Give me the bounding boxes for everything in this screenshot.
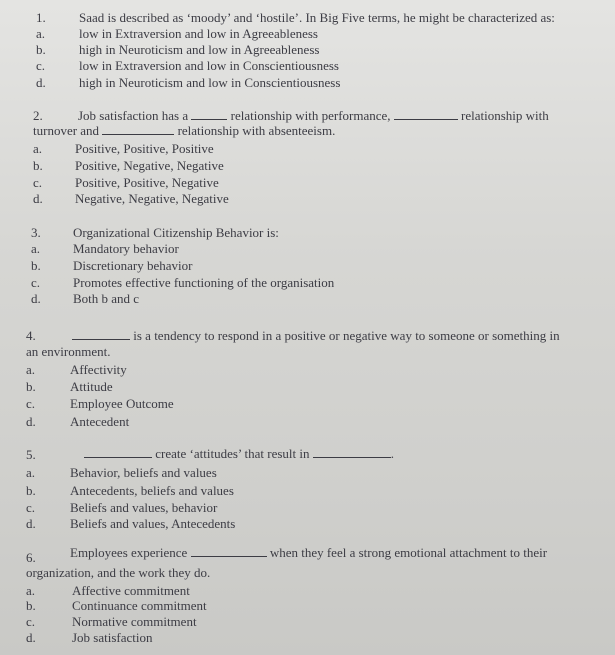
question-stem-line-2: organization, and the work they do. [26, 565, 211, 580]
option-text: Employee Outcome [70, 396, 174, 411]
option-text: Positive, Negative, Negative [75, 158, 224, 173]
option-text: Attitude [70, 379, 113, 394]
question-number: 4. [26, 328, 36, 343]
option-letter: a. [26, 583, 36, 598]
question-stem-line-2: an environment. [26, 344, 111, 359]
option-text: Behavior, beliefs and values [70, 465, 217, 480]
question-stem: Organizational Citizenship Behavior is: [73, 225, 279, 240]
option-letter: b. [33, 158, 43, 173]
option-letter: d. [31, 291, 41, 306]
question-number: 6. [26, 550, 36, 565]
answer-blank [191, 545, 267, 557]
stem-text: when they feel a strong emotional attachment to their [269, 545, 548, 560]
option-text: Beliefs and values, behavior [70, 500, 218, 515]
option-letter: c. [33, 175, 43, 190]
stem-text: . [390, 446, 394, 461]
option-letter: d. [36, 75, 46, 90]
option-text: Affective commitment [72, 583, 190, 598]
option-letter: d. [26, 516, 36, 531]
stem-text: is a tendency to respond in a positive or negative way to someone or something in [133, 328, 560, 343]
option-text: Discretionary behavior [73, 258, 193, 273]
stem-text: Employees experience [70, 545, 188, 560]
option-text: Antecedent [70, 414, 130, 429]
option-letter: c. [31, 275, 41, 290]
option-text: Negative, Negative, Negative [75, 191, 229, 206]
option-letter: c. [36, 58, 46, 73]
option-text: high in Neuroticism and low in Agreeableness [79, 42, 320, 57]
question-stem-line-2 [33, 123, 335, 138]
option-text: Positive, Positive, Negative [75, 175, 219, 190]
question-number: 5. [26, 447, 36, 462]
question-stem: Saad is described as ‘moody’ and ‘hostile’. In Big Five terms, he might be characterized as: [79, 10, 555, 25]
option-letter: d. [33, 191, 43, 206]
answer-blank [191, 108, 227, 120]
option-letter: a. [31, 241, 41, 256]
stem-text: relationship with [461, 108, 549, 123]
option-text: low in Extraversion and low in Conscientiousness [79, 58, 339, 73]
option-text: Continuance commitment [72, 598, 207, 613]
stem-text: turnover and [33, 123, 100, 138]
answer-blank [72, 328, 130, 340]
option-letter: c. [26, 614, 36, 629]
option-text: Mandatory behavior [73, 241, 179, 256]
option-text: Promotes effective functioning of the organisation [73, 275, 335, 290]
stem-text: relationship with absenteeism. [177, 123, 336, 138]
option-text: low in Extraversion and low in Agreeableness [79, 26, 318, 41]
option-text: high in Neuroticism and low in Conscientiousness [79, 75, 341, 90]
option-letter: d. [26, 630, 36, 645]
option-letter: b. [26, 379, 36, 394]
stem-text: Job satisfaction has a [78, 108, 189, 123]
option-text: Antecedents, beliefs and values [70, 483, 234, 498]
option-letter: b. [36, 42, 46, 57]
option-letter: d. [26, 414, 36, 429]
option-text: Positive, Positive, Positive [75, 141, 214, 156]
option-text: Normative commitment [72, 614, 197, 629]
option-text: Job satisfaction [72, 630, 153, 645]
question-stem-line-1 [70, 545, 547, 560]
option-text: Affectivity [70, 362, 127, 377]
option-letter: c. [26, 396, 36, 411]
answer-blank [313, 446, 391, 458]
option-text: Beliefs and values, Antecedents [70, 516, 236, 531]
question-number: 3. [31, 225, 41, 240]
option-letter: a. [36, 26, 46, 41]
option-letter: a. [26, 465, 36, 480]
option-letter: b. [31, 258, 41, 273]
answer-blank [394, 108, 458, 120]
question-stem-line-1 [84, 446, 394, 461]
option-letter: b. [26, 483, 36, 498]
answer-blank [102, 123, 174, 135]
option-text: Both b and c [73, 291, 140, 306]
option-letter: b. [26, 598, 36, 613]
question-stem-line-1 [78, 108, 549, 123]
option-letter: c. [26, 500, 36, 515]
question-number: 1. [36, 10, 46, 25]
answer-blank [84, 446, 152, 458]
option-letter: a. [26, 362, 36, 377]
stem-text: relationship with performance, [230, 108, 391, 123]
option-letter: a. [33, 141, 43, 156]
question-stem-line-1 [72, 328, 560, 343]
stem-text: create ‘attitudes’ that result in [155, 446, 310, 461]
question-number: 2. [33, 108, 43, 123]
